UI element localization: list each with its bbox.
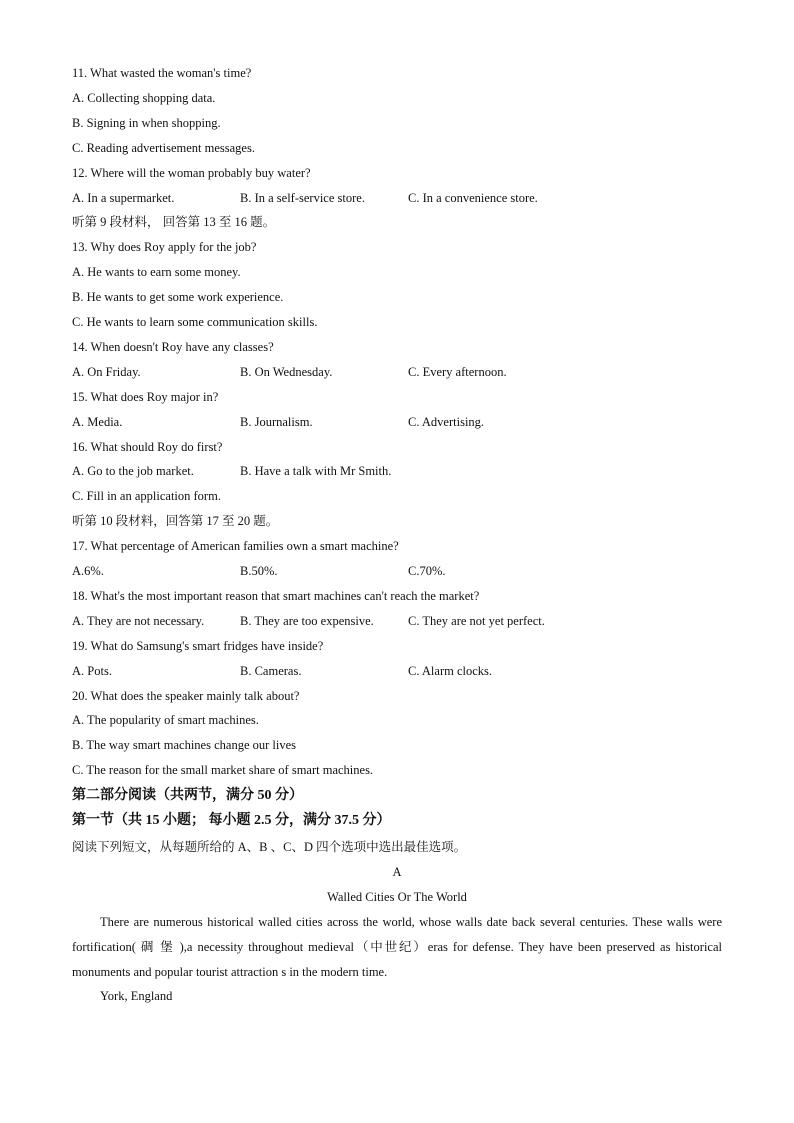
listening-section-heading: 听第 9 段材料， 回答第 13 至 16 题。 <box>72 215 276 230</box>
answer-option: B. On Wednesday. <box>240 364 333 379</box>
answer-option: B. The way smart machines change our lives <box>72 738 297 753</box>
passage-subheading: York, England <box>100 989 173 1003</box>
answer-option: B. Journalism. <box>240 414 313 429</box>
question-stem: 11. What wasted the woman's time? <box>72 66 252 80</box>
section-one-title: 第一节（共 15 小题； 每小题 2.5 分，满分 37.5 分） <box>72 813 391 828</box>
question-stem: 19. What do Samsung's smart fridges have inside? <box>72 638 324 653</box>
question-stem: 14. When doesn't Roy have any classes? <box>72 339 274 354</box>
answer-option: C.70%. <box>408 564 446 578</box>
answer-option: C. Fill in an application form. <box>72 489 221 504</box>
question-stem: 12. Where will the woman probably buy water? <box>72 165 311 180</box>
answer-option: B. In a self-service store. <box>240 190 365 205</box>
answer-option: A. In a supermarket. <box>72 190 175 205</box>
passage-letter: A <box>392 865 402 879</box>
answer-option: A. Go to the job market. <box>72 464 194 479</box>
question-stem: 13. Why does Roy apply for the job? <box>72 240 257 255</box>
answer-option: C. Reading advertisement messages. <box>72 140 255 155</box>
answer-option: B. Cameras. <box>240 663 302 678</box>
part-two-title: 第二部分阅读（共两节，满分 50 分） <box>72 788 303 803</box>
answer-option: A. Collecting shopping data. <box>72 90 216 105</box>
answer-option: A. Media. <box>72 414 123 429</box>
passage-paragraph: There are numerous historical walled cities across the world, whose walls date back several centuries. These walls were fortification( 碉 堡 ),a necessity throughout medieval（中世纪）eras for defense. They have been preserved as historical monuments and popular tourist attraction s in the modern time. <box>72 915 722 979</box>
question-stem: 16. What should Roy do first? <box>72 439 223 454</box>
answer-option: B. Signing in when shopping. <box>72 115 221 130</box>
question-stem: 17. What percentage of American families own a smart machine? <box>72 539 399 554</box>
reading-instruction: 阅读下列短文，从每题所给的 A、B 、C、D 四个选项中选出最佳选项。 <box>72 840 467 854</box>
question-stem: 18. What's the most important reason that smart machines can't reach the market? <box>72 588 480 603</box>
answer-option: A. They are not necessary. <box>72 613 205 628</box>
question-stem: 15. What does Roy major in? <box>72 389 219 404</box>
answer-option: C. In a convenience store. <box>408 190 538 205</box>
answer-option: B. They are too expensive. <box>240 613 374 628</box>
answer-option: C. The reason for the small market share of smart machines. <box>72 763 374 778</box>
answer-option: A.6%. <box>72 564 104 578</box>
answer-option: C. Advertising. <box>408 414 485 429</box>
answer-option: A. He wants to earn some money. <box>72 265 241 280</box>
answer-option: C. He wants to learn some communication skills. <box>72 315 318 329</box>
answer-option: C. Alarm clocks. <box>408 663 493 678</box>
answer-option: B.50%. <box>240 564 278 578</box>
answer-option: B. Have a talk with Mr Smith. <box>240 464 392 479</box>
answer-option: C. They are not yet perfect. <box>408 613 545 628</box>
answer-option: A. On Friday. <box>72 364 141 379</box>
question-stem: 20. What does the speaker mainly talk about? <box>72 688 300 703</box>
passage-title: Walled Cities Or The World <box>327 890 467 904</box>
answer-option: A. Pots. <box>72 663 112 678</box>
answer-option: B. He wants to get some work experience. <box>72 290 284 305</box>
answer-option: A. The popularity of smart machines. <box>72 713 259 728</box>
answer-option: C. Every afternoon. <box>408 364 507 379</box>
listening-section-heading: 听第 10 段材料，回答第 17 至 20 题。 <box>72 514 279 529</box>
